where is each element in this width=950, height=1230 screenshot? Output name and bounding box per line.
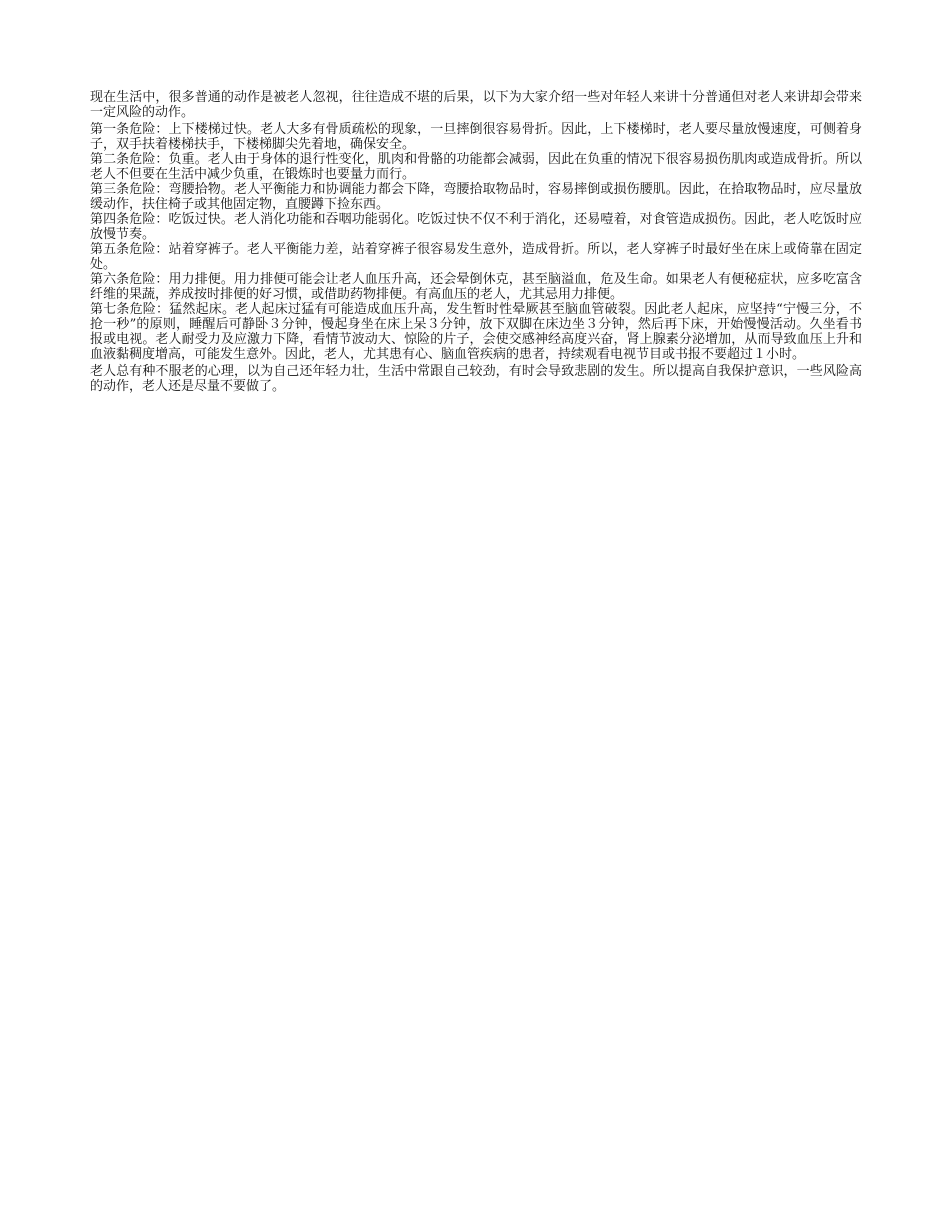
closing-paragraph: 老人总有种不服老的心理，以为自己还年轻力壮，生活中常跟自己较劲，有时会导致悲剧的发生。所以提高自我保护意识，一些风险高的动作，老人还是尽量不要做了。	[90, 364, 862, 394]
risk-paragraph-7: 第七条危险：猛然起床。老人起床过猛有可能造成血压升高，发生暂时性晕厥甚至脑血管破裂。因此老人起床，应坚持“宁慢三分，不抢一秒”的原则，睡醒后可静卧３分钟，慢起身坐在床上呆３分钟，放下双脚在床边坐３分钟，然后再下床，开始慢慢活动。久坐看书报或电视。老人耐受力及应激力下降，看情节波动大、惊险的片子，会使交感神经高度兴奋，肾上腺素分泌增加，从而导致血压上升和血液黏稠度增高，可能发生意外。因此，老人，尤其患有心、脑血管疾病的患者，持续观看电视节目或书报不要超过１小时。	[90, 302, 862, 362]
risk-paragraph-6: 第六条危险：用力排便。用力排便可能会让老人血压升高，还会晕倒休克，甚至脑溢血，危及生命。如果老人有便秘症状，应多吃富含纤维的果蔬，养成按时排便的好习惯，或借助药物排便。有高血压的老人，尤其忌用力排便。	[90, 272, 862, 302]
article-body	[90, 90, 862, 394]
intro-paragraph: 现在生活中，很多普通的动作是被老人忽视，往往造成不堪的后果，以下为大家介绍一些对年轻人来讲十分普通但对老人来讲却会带来一定风险的动作。	[90, 90, 862, 120]
risk-paragraph-4: 第四条危险：吃饭过快。老人消化功能和吞咽功能弱化。吃饭过快不仅不利于消化，还易噎着，对食管造成损伤。因此，老人吃饭时应放慢节奏。	[90, 212, 862, 242]
risk-paragraph-1: 第一条危险：上下楼梯过快。老人大多有骨质疏松的现象，一旦摔倒很容易骨折。因此，上下楼梯时，老人要尽量放慢速度，可侧着身子，双手扶着楼梯扶手，下楼梯脚尖先着地，确保安全。	[90, 122, 862, 152]
risk-paragraph-5: 第五条危险：站着穿裤子。老人平衡能力差，站着穿裤子很容易发生意外，造成骨折。所以，老人穿裤子时最好坐在床上或倚靠在固定处。	[90, 242, 862, 272]
risk-paragraph-3: 第三条危险：弯腰拾物。老人平衡能力和协调能力都会下降，弯腰拾取物品时，容易摔倒或损伤腰肌。因此，在拾取物品时，应尽量放缓动作，扶住椅子或其他固定物，直腰蹲下捡东西。	[90, 182, 862, 212]
risk-paragraph-2: 第二条危险：负重。老人由于身体的退行性变化，肌肉和骨骼的功能都会减弱，因此在负重的情况下很容易损伤肌肉或造成骨折。所以老人不但要在生活中减少负重，在锻炼时也要量力而行。	[90, 152, 862, 182]
